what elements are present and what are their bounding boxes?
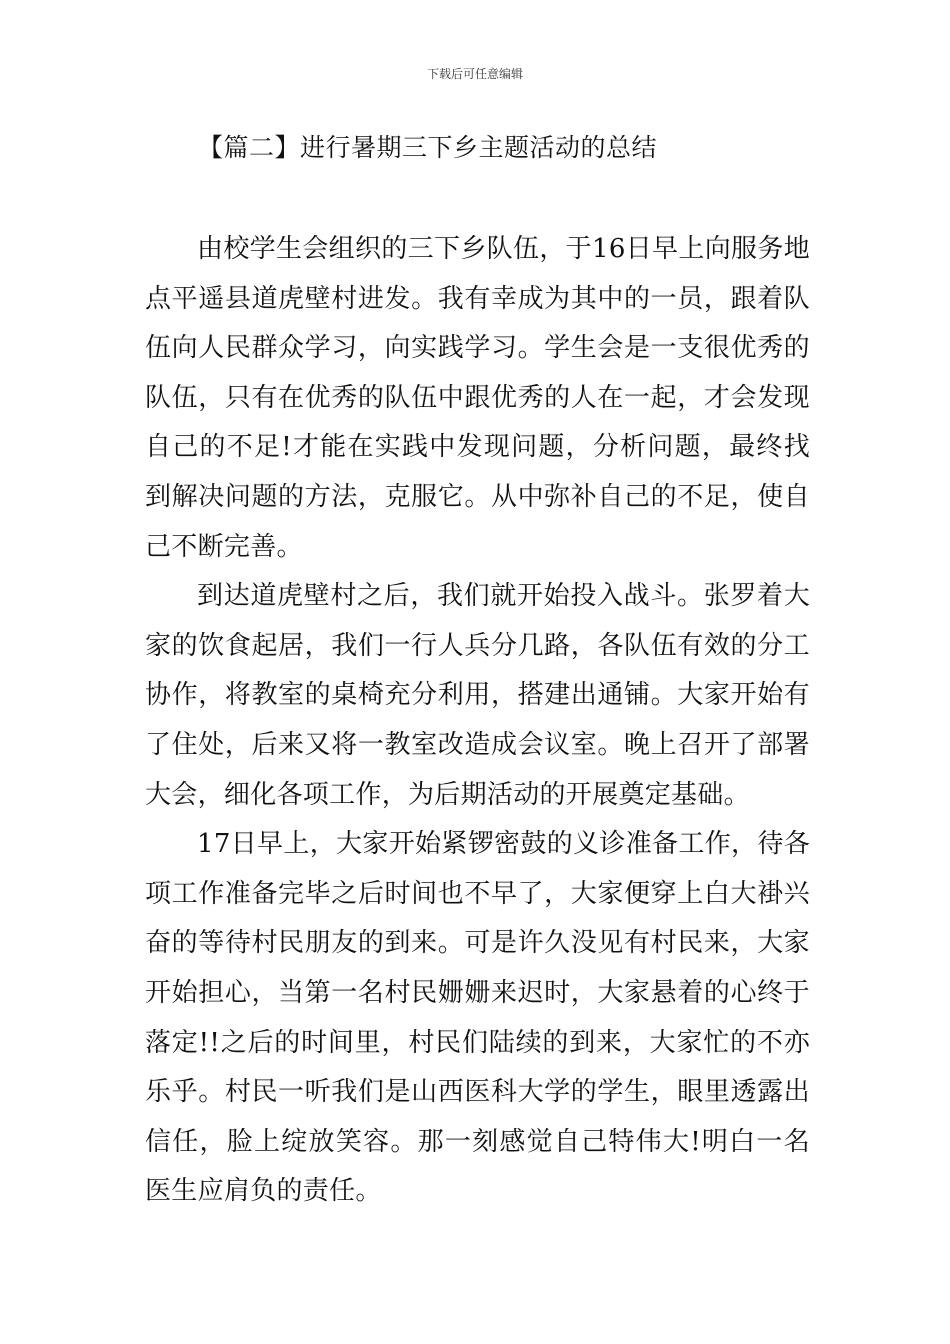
document-body <box>145 225 810 1217</box>
page-header-note: 下载后可任意编辑 <box>426 67 523 81</box>
paragraph-3: 17日早上，大家开始紧锣密鼓的义诊准备工作，待各项工作准备完毕之后时间也不早了，大家便穿上白大褂兴奋的等待村民朋友的到来。可是许久没见有村民来，大家开始担心，当第一名村民姗姗来迟时，大家悬着的心终于落定!!之后的时间里，村民们陆续的到来，大家忙的不亦乐乎。村民一听我们是山西医科大学的学生，眼里透露出信任，脸上绽放笑容。那一刻感觉自己特伟大!明白一名医生应肩负的责任。 <box>145 829 810 1207</box>
paragraph-1: 由校学生会组织的三下乡队伍，于16日早上向服务地点平遥县道虎壁村进发。我有幸成为其中的一员，跟着队伍向人民群众学习，向实践学习。学生会是一支很优秀的队伍，只有在优秀的队伍中跟优秀的人在一起，才会发现自己的不足!才能在实践中发现问题，分析问题，最终找到解决问题的方法，克服它。从中弥补自己的不足，使自己不断完善。 <box>145 234 810 562</box>
paragraph-2: 到达道虎壁村之后，我们就开始投入战斗。张罗着大家的饮食起居，我们一行人兵分几路，各队伍有效的分工协作，将教室的桌椅充分利用，搭建出通铺。大家开始有了住处，后来又将一教室改造成会议室。晚上召开了部署大会，细化各项工作，为后期活动的开展奠定基础。 <box>145 581 810 810</box>
document-title: 【篇二】进行暑期三下乡主题活动的总结 <box>198 133 658 162</box>
